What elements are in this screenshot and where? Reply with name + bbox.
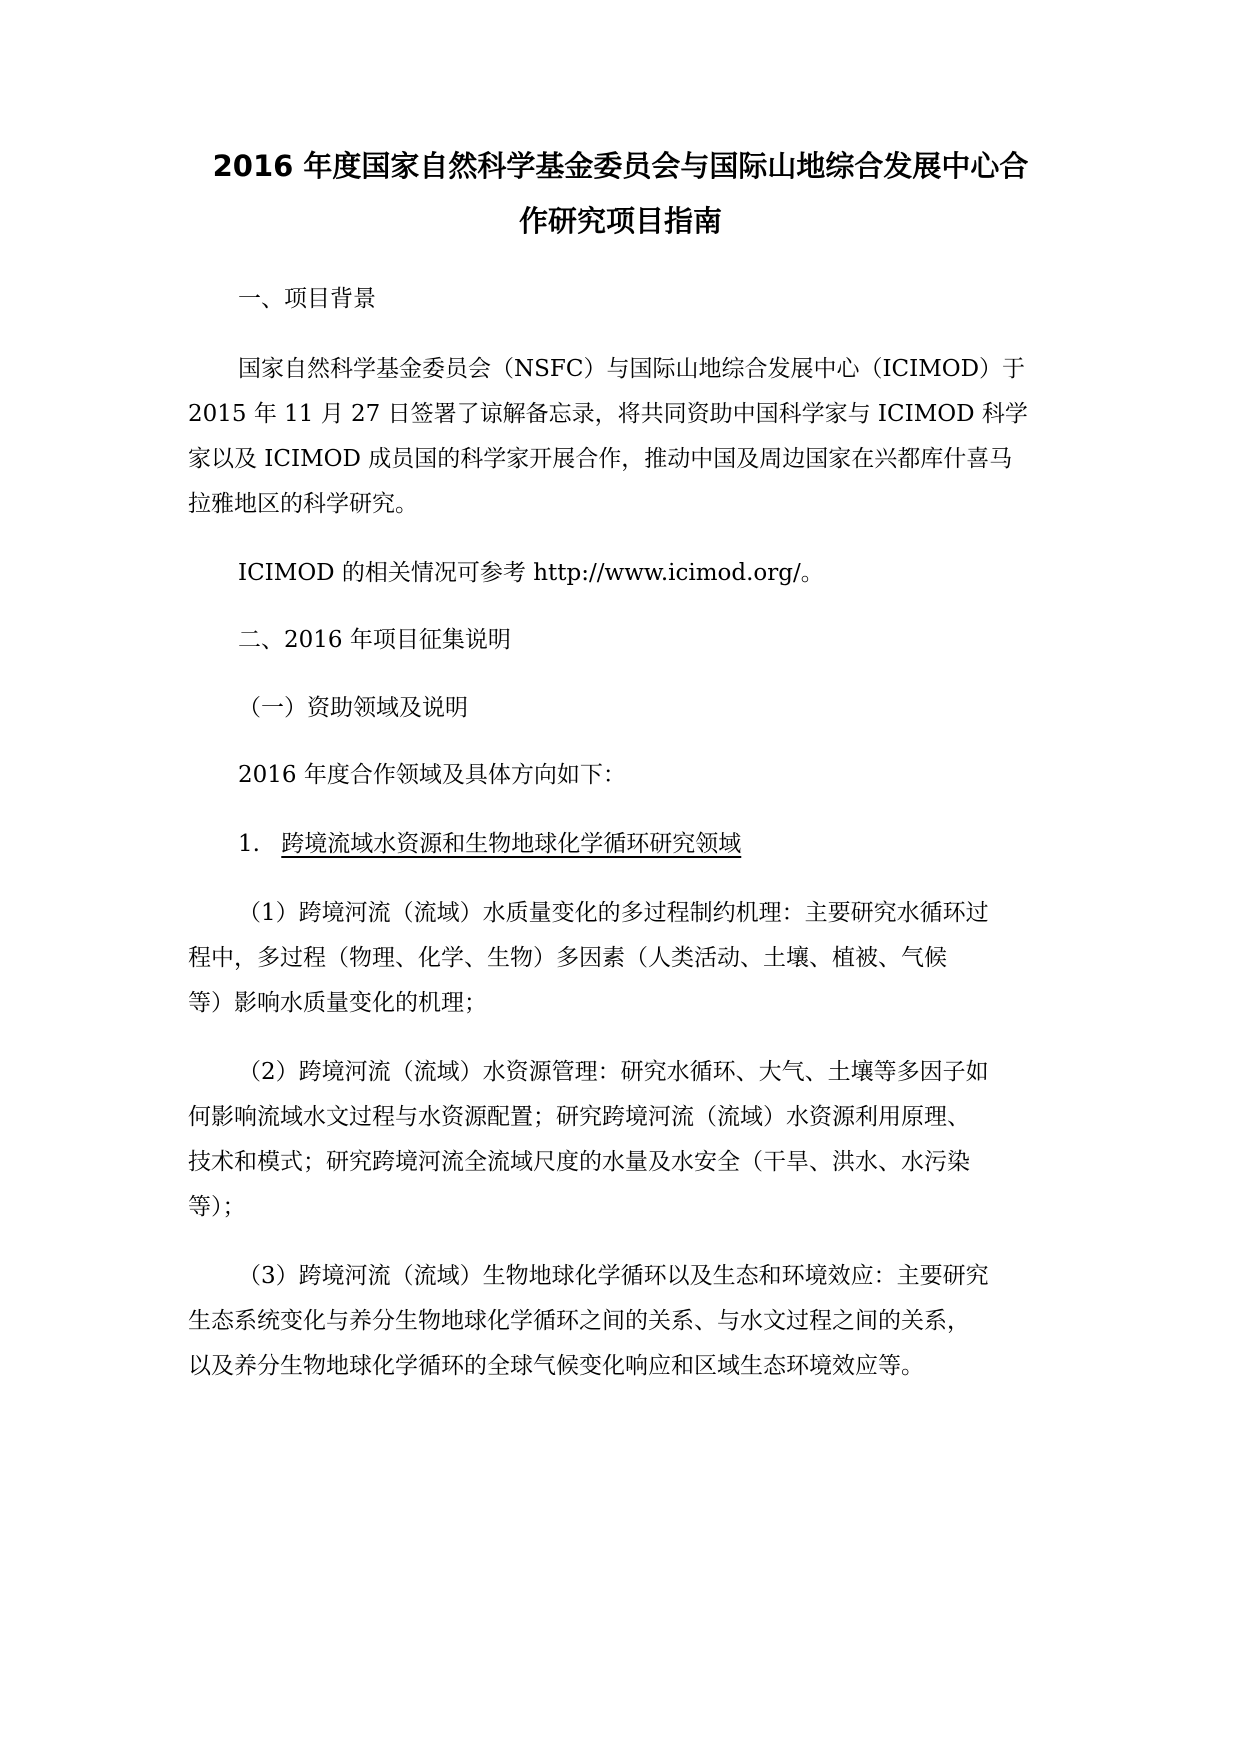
paragraph-line: （1）跨境河流（流域）水质量变化的多过程制约机理：主要研究水循环过 [238,900,989,926]
intro-line: 2016 年度合作领域及具体方向如下： [238,762,626,788]
paragraph-line: 程中，多过程（物理、化学、生物）多因素（人类活动、土壤、植被、气候 [188,945,947,971]
paragraph-line: 家以及 ICIMOD 成员国的科学家开展合作，推动中国及周边国家在兴都库什喜马 [188,446,1013,472]
reference-paragraph: ICIMOD 的相关情况可参考 http://www.icimod.org/。 [238,560,824,586]
paragraph-line: 等）影响水质量变化的机理； [188,990,487,1016]
section-2-heading: 二、2016 年项目征集说明 [238,627,511,653]
subsection-1-heading: （一）资助领域及说明 [238,695,468,721]
field-1-title: 跨境流域水资源和生物地球化学循环研究领域 [281,831,742,857]
paragraph-line: （3）跨境河流（流域）生物地球化学循环以及生态和环境效应：主要研究 [238,1263,989,1289]
section-1-heading: 一、项目背景 [238,286,376,312]
paragraph-line: 2015 年 11 月 27 日签署了谅解备忘录，将共同资助中国科学家与 ICIMOD 科学 [188,401,1028,427]
paragraph-line: 技术和模式；研究跨境河流全流域尺度的水量及水安全（干旱、洪水、水污染 [188,1149,970,1175]
field-1-number: 1. [238,831,260,857]
paragraph-line: 国家自然科学基金委员会（NSFC）与国际山地综合发展中心（ICIMOD）于 [238,356,1026,382]
paragraph-line: （2）跨境河流（流域）水资源管理：研究水循环、大气、土壤等多因子如 [238,1059,989,1085]
paragraph-line: 以及养分生物地球化学循环的全球气候变化响应和区域生态环境效应等。 [188,1353,924,1379]
field-1-heading [238,829,741,859]
document-title-line-2: 作研究项目指南 [518,204,722,238]
document-title-line-1: 2016 年度国家自然科学基金委员会与国际山地综合发展中心合 [212,149,1029,183]
paragraph-line: 何影响流域水文过程与水资源配置；研究跨境河流（流域）水资源利用原理、 [188,1104,970,1130]
paragraph-line: 等）； [188,1194,246,1220]
paragraph-line: 拉雅地区的科学研究。 [188,491,418,517]
paragraph-line: 生态系统变化与养分生物地球化学循环之间的关系、与水文过程之间的关系， [188,1308,970,1334]
